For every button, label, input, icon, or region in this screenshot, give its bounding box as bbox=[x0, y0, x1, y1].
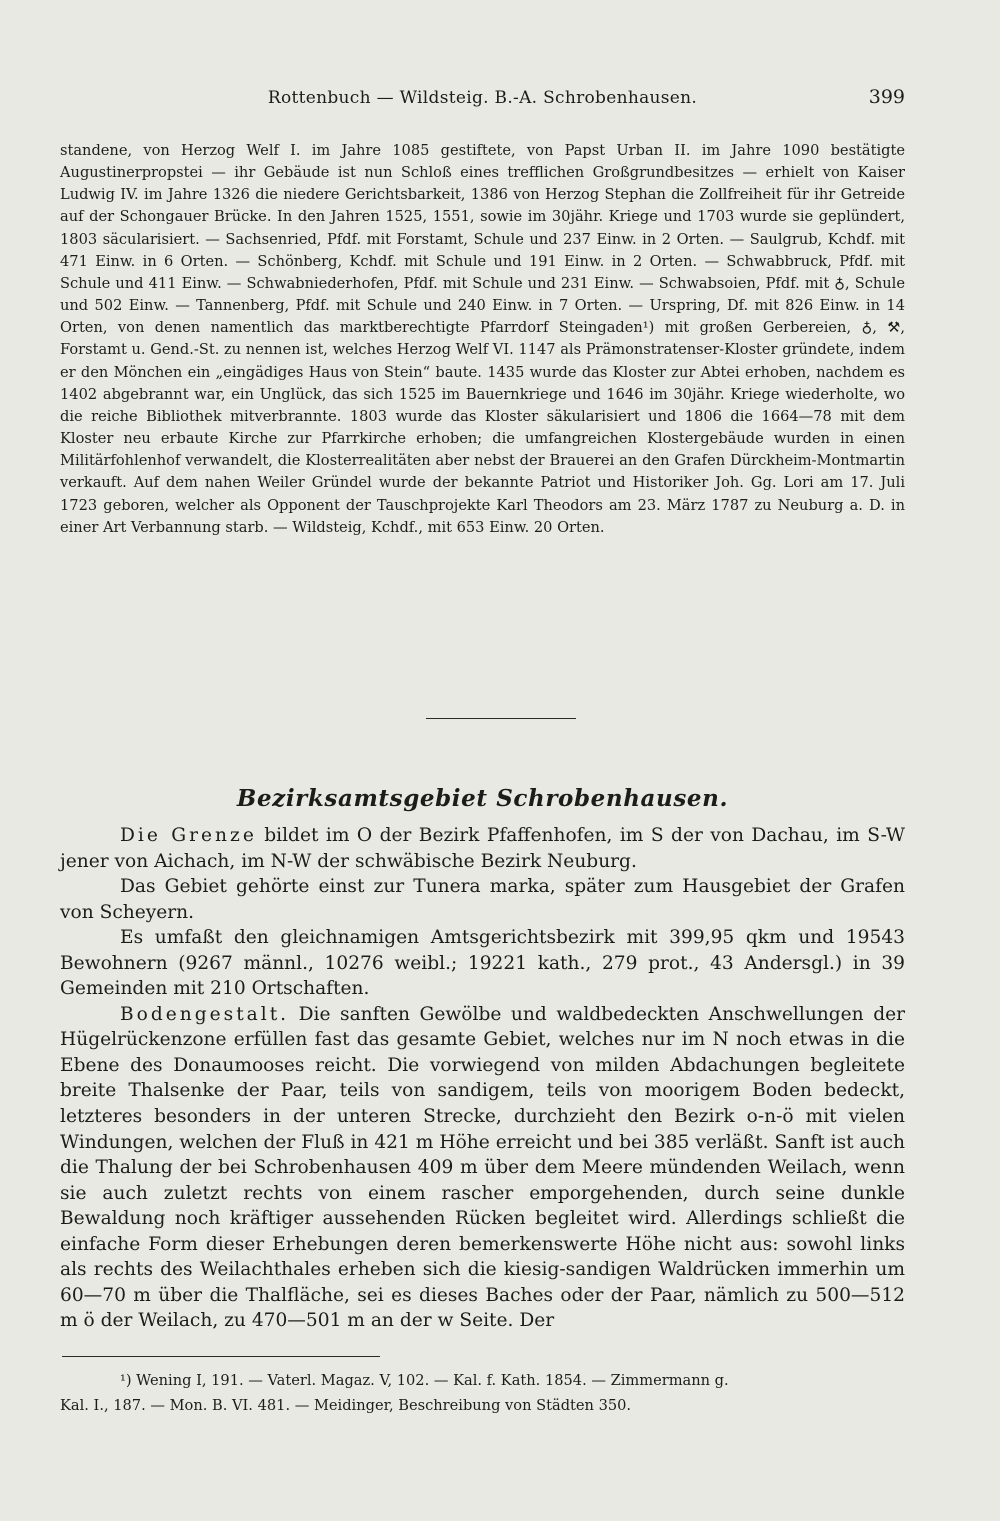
paragraph-bodengestalt bbox=[60, 1002, 905, 1334]
section-body bbox=[60, 823, 905, 1334]
page-header bbox=[60, 88, 905, 118]
footnotes bbox=[60, 1368, 905, 1418]
running-title: Rottenbuch — Wildsteig. B.-A. Schrobenhausen. bbox=[267, 88, 698, 108]
page-number: 399 bbox=[868, 86, 905, 108]
footnote-line: Kal. I., 187. — Mon. B. VI. 481. — Meidinger, Beschreibung von Städten 350. bbox=[60, 1397, 632, 1414]
section-divider bbox=[426, 718, 576, 719]
paragraph-gebiet bbox=[60, 874, 905, 925]
continuation-paragraph: standene, von Herzog Welf I. im Jahre 1085 gestiftete, von Papst Urban II. im Jahre 1090 bestätigte Augustinerpropstei — ihr Gebäude ist nun Schloß eines trefflichen Großgrundbesitzes — erhielt von Kaiser Ludwig IV. im Jahre 1326 die niedere Gerichtsbarkeit, 1386 von Herzog Stephan die Zollfreiheit für ihr Getreide auf der Schongauer Brücke. In den Jahren 1525, 1551, sowie im 30jähr. Kriege und 1703 wurde sie geplündert, 1803 säcularisiert. — Sachsenried, Pfdf. mit Forstamt, Schule und 237 Einw. in 2 Orten. — Saulgrub, Kchdf. mit 471 Einw. in 6 Orten. — Schönberg, Kchdf. mit Schule und 191 Einw. in 2 Orten. — Schwabbruck, Pfdf. mit Schule und 411 Einw. — Schwabniederhofen, Pfdf. mit Schule und 231 Einw. — Schwabsoien, Pfdf. mit ♁, Schule und 502 Einw. — Tannenberg, Pfdf. mit Schule und 240 Einw. in 7 Orten. — Urspring, Df. mit 826 Einw. in 14 Orten, von denen namentlich das marktberechtigte Pfarrdorf Steingaden¹) mit großen Gerbereien, ♁, ⚒, Forstamt u. Gend.-St. zu nennen ist, welches Herzog Welf VI. 1147 als Prämonstratenser-Kloster gründete, indem er den Mönchen ein „eingädiges Haus von Stein“ baute. 1435 wurde das Kloster zur Abtei erhoben, nachdem es 1402 abgebrannt war, ein Unglück, das sich 1525 im Bauernkriege und 1646 im 30jähr. Kriege wiederholte, wo die reiche Bibliothek mitverbrannte. 1803 wurde das Kloster säkularisiert und 1806 die 1664—78 mit dem Kloster neu erbaute Kirche zur Pfarrkirche erhoben; die umfangreichen Klostergebäude wurden in einen Militärfohlenhof verwandelt, die Klosterrealitäten aber nebst der Brauerei an den Grafen Dürckheim-Montmartin verkauft. Auf dem nahen Weiler Gründel wurde der bekannte Patriot und Historiker Joh. Gg. Lori am 17. Juli 1723 geboren, welcher als Opponent der Tauschprojekte Karl Theodors am 23. März 1787 zu Neuburg a. D. in einer Art Verbannung starb. — Wildsteig, Kchdf., mit 653 Einw. 20 Orten. bbox=[60, 142, 905, 536]
footnote-divider bbox=[62, 1356, 380, 1357]
paragraph-grenze bbox=[60, 823, 905, 874]
section-title: Bezirksamtsgebiet Schrobenhausen. bbox=[236, 785, 729, 812]
paragraph-text: Es umfaßt den gleichnamigen Amtsgerichtsbezirk mit 399,95 qkm und 19543 Bewohnern (9267 männl., 10276 weibl.; 19221 kath., 279 prot., 43 Andersgl.) in 39 Gemeinden mit 210 Ortschaften. bbox=[60, 927, 905, 1000]
paragraph-lead: Bodengestalt. bbox=[120, 1003, 290, 1025]
paragraph-text: Die sanften Gewölbe und waldbedeckten Anschwellungen der Hügelrückenzone erfüllen fast das gesamte Gebiet, welches nur im N noch etwas in die Ebene des Donaumooses reicht. Die vorwiegend von milden Abdachungen begleitete breite Thalsenke der Paar, teils von sandigem, teils von moorigem Boden bedeckt, letzteres besonders in der unteren Strecke, durchzieht den Bezirk o-n-ö mit vielen Windungen, welchen der Fluß in 421 m Höhe erreicht und bei 385 verläßt. Sanft ist auch die Thalung der bei Schrobenhausen 409 m über dem Meere mündenden Weilach, wenn sie auch zuletzt rechts von einem rascher emporgehenden, durch seine dunkle Bewaldung noch kräftiger aussehenden Rücken begleitet wird. Allerdings schließt die einfache Form dieser Erhebungen deren bemerkenswerte Höhe nicht aus: sowohl links als rechts des Weilachthales erheben sich die kiesig-sandigen Waldrücken immerhin um 60—70 m über die Thalfläche, sei es dieses Baches oder der Paar, nämlich zu 500—512 m ö der Weilach, zu 470—501 m an der w Seite. Der bbox=[60, 1003, 905, 1332]
paragraph-umfang bbox=[60, 925, 905, 1002]
paragraph-lead: Die Grenze bbox=[120, 825, 257, 846]
paragraph-text: bildet im O der Bezirk Pfaffenhofen, im S der von Dachau, im S-W jener von Aichach, im N-W der schwäbische Bezirk Neuburg. bbox=[60, 825, 906, 872]
paragraph-text: Das Gebiet gehörte einst zur Tunera marka, später zum Hausgebiet der Grafen von Scheyern. bbox=[60, 876, 905, 923]
footnote-line: ¹) Wening I, 191. — Vaterl. Magaz. V, 102. — Kal. f. Kath. 1854. — Zimmermann g. bbox=[120, 1372, 729, 1389]
